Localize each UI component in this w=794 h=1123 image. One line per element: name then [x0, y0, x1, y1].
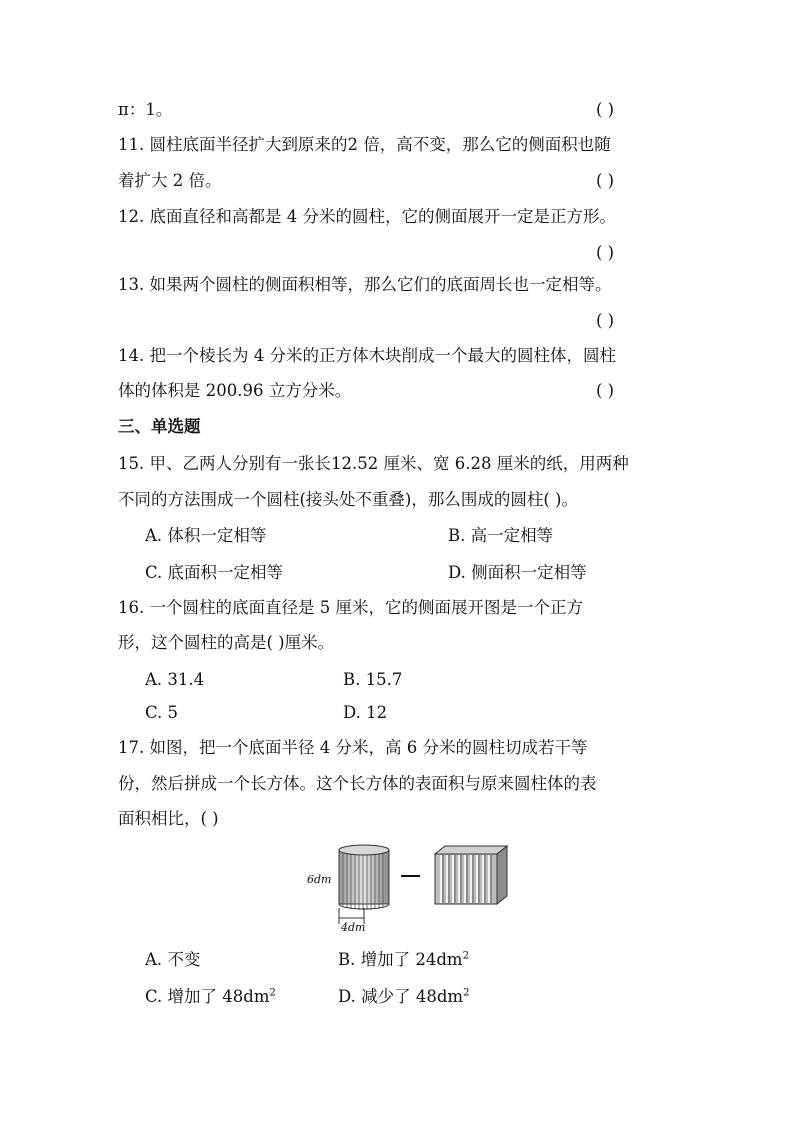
q17-option-b-text: B. 增加了 24dm: [338, 950, 463, 969]
answer-blank-12[interactable]: ( ): [596, 243, 615, 262]
q17-option-b[interactable]: [338, 950, 469, 970]
superscript-2: 2: [462, 950, 469, 962]
q11-line1: 11. 圆柱底面半径扩大到原来的2 倍，高不变，那么它的侧面积也随: [118, 135, 611, 154]
answer-blank-14[interactable]: ( ): [596, 381, 615, 400]
q17-option-d[interactable]: [338, 987, 469, 1007]
q16-option-b[interactable]: B. 15.7: [343, 670, 403, 689]
superscript-2: 2: [269, 987, 276, 999]
superscript-2: 2: [463, 987, 470, 999]
q15-option-c[interactable]: C. 底面积一定相等: [145, 563, 284, 582]
q14-line2: 体的体积是 200.96 立方分米。: [118, 381, 352, 400]
q17-option-c-text: C. 增加了 48dm: [145, 987, 270, 1006]
q16-line1: 16. 一个圆柱的底面直径是 5 厘米，它的侧面展开图是一个正方: [118, 598, 583, 617]
q17-option-c[interactable]: [145, 987, 276, 1007]
height-label: 6dm: [307, 873, 332, 886]
cylinder-to-cuboid-figure: [305, 838, 515, 938]
cylinder-shape: [339, 845, 389, 924]
q15-option-b[interactable]: B. 高一定相等: [448, 526, 554, 545]
radius-label: 4dm: [341, 921, 366, 934]
cuboid-shape: [435, 846, 507, 904]
q16-line2: 形，这个圆柱的高是( )厘米。: [118, 633, 335, 652]
q12-line1: 12. 底面直径和高都是 4 分米的圆柱，它的侧面展开一定是正方形。: [118, 207, 616, 226]
q17-option-a[interactable]: A. 不变: [145, 950, 201, 969]
answer-blank-13[interactable]: ( ): [596, 311, 615, 330]
q17-line2: 份，然后拼成一个长方体。这个长方体的表面积与原来圆柱体的表: [118, 774, 597, 793]
q15-line2: 不同的方法围成一个圆柱(接头处不重叠)，那么围成的圆柱( )。: [118, 490, 578, 509]
q17-option-d-text: D. 减少了 48dm: [338, 987, 464, 1006]
q16-option-c[interactable]: C. 5: [145, 703, 179, 722]
q17-line1: 17. 如图，把一个底面半径 4 分米，高 6 分米的圆柱切成若干等: [118, 738, 588, 757]
q14-line1: 14. 把一个棱长为 4 分米的正方体木块削成一个最大的圆柱体，圆柱: [118, 346, 616, 365]
q15-line1: 15. 甲、乙两人分别有一张长12.52 厘米、宽 6.28 厘米的纸，用两种: [118, 454, 629, 473]
q17-line3: 面积相比，( ): [118, 809, 219, 828]
q11-line2: 着扩大 2 倍。: [118, 171, 222, 190]
q13-line1: 13. 如果两个圆柱的侧面积相等，那么它们的底面周长也一定相等。: [118, 275, 612, 294]
q15-option-d[interactable]: D. 侧面积一定相等: [448, 563, 587, 582]
section-heading: 三、单选题: [118, 417, 201, 436]
q16-option-a[interactable]: A. 31.4: [145, 670, 205, 689]
q16-option-d[interactable]: D. 12: [343, 703, 388, 722]
answer-blank-10[interactable]: ( ): [596, 100, 615, 119]
q10-tail: π：1。: [118, 100, 173, 119]
q15-option-a[interactable]: A. 体积一定相等: [145, 526, 267, 545]
answer-blank-11[interactable]: ( ): [596, 171, 615, 190]
